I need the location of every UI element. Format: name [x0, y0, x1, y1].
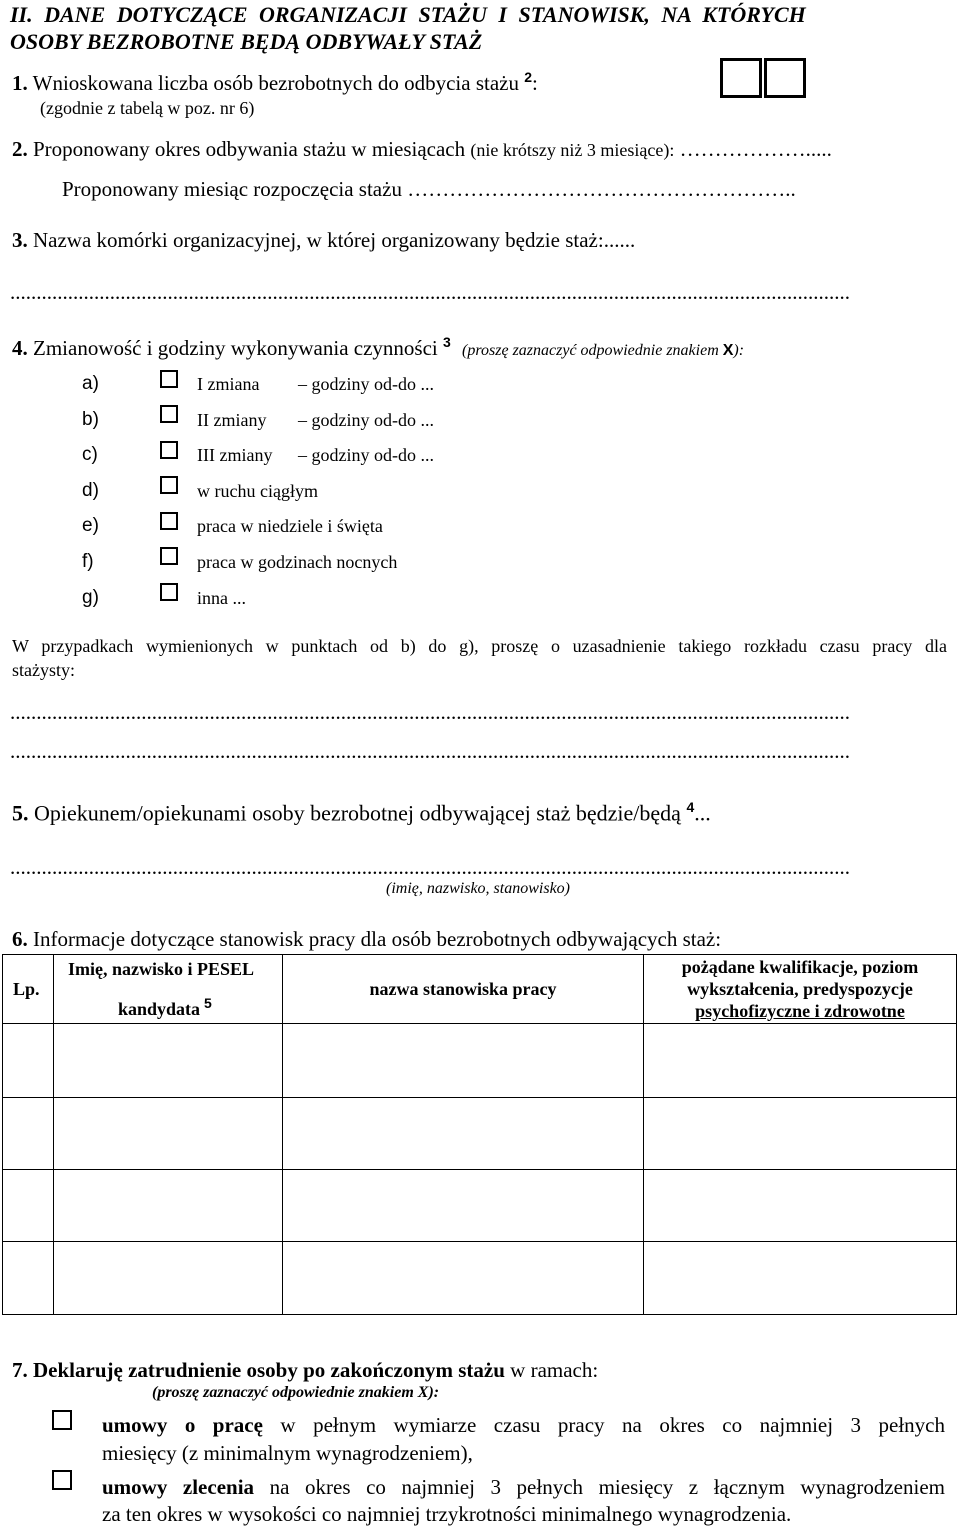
table-cell[interactable] [282, 1241, 644, 1315]
q2-number: 2. [12, 137, 28, 161]
q7-text-end: w ramach: [510, 1358, 599, 1382]
table-cell[interactable] [2, 1169, 54, 1242]
option-letter-f: f) [82, 551, 94, 572]
q3-line [12, 228, 635, 253]
checkbox-continuous[interactable] [160, 476, 178, 494]
table-cell[interactable] [53, 1097, 283, 1170]
q3-number: 3. [12, 228, 28, 252]
q1-number: 1. [12, 71, 28, 95]
section-title-line1: II. DANE DOTYCZĄCE ORGANIZACJI STAŻU I STANOWISK, NA KTÓRYCH [10, 2, 806, 27]
q4-sup: 3 [443, 334, 451, 350]
option-letter-a: a) [82, 373, 99, 394]
checkbox-night-work[interactable] [160, 547, 178, 565]
option-hours-b[interactable]: – godziny od-do ... [298, 410, 434, 430]
header-position: nazwa stanowiska pracy [282, 954, 644, 1024]
table-cell[interactable] [53, 1023, 283, 1098]
option-label-a: I zmiana [197, 374, 260, 394]
q2-fill[interactable]: ………………..... [679, 137, 832, 161]
q7-number: 7. [12, 1358, 28, 1382]
checkbox-sundays-holidays[interactable] [160, 512, 178, 530]
option-label-d: w ruchu ciągłym [197, 481, 318, 501]
option-letter-c: c) [82, 444, 98, 465]
table-cell[interactable] [282, 1023, 644, 1098]
checkbox-shift-2[interactable] [160, 405, 178, 423]
justification-fill-1[interactable]: ................................................................................................................................................................ [10, 700, 850, 724]
table-cell[interactable] [2, 1097, 54, 1170]
q1-line [12, 69, 538, 96]
option-civil-contract-l2: za ten okres w wysokości co najmniej trzykrotności minimalnego wynagrodzenia. [102, 1502, 792, 1526]
q6-text: Informacje dotyczące stanowisk pracy dla osób bezrobotnych odbywających staż: [33, 927, 722, 951]
option-label-b: II zmiany [197, 410, 267, 430]
option-label-f: praca w godzinach nocnych [197, 552, 398, 572]
justification-text-line1: W przypadkach wymienionych w punktach od b) do g), proszę o uzasadnienie takiego rozkładu czasu pracy dla [12, 636, 947, 656]
checkbox-shift-1[interactable] [160, 370, 178, 388]
q1-sup: 2 [524, 69, 533, 85]
q2-start-month-fill[interactable]: ……………………………………………….. [407, 177, 796, 201]
q5-number: 5. [12, 800, 29, 826]
q2-note: (nie krótszy niż 3 miesiące): [470, 140, 675, 160]
q1-note: (zgodnie z tabelą w poz. nr 6) [40, 98, 255, 118]
q3-fill[interactable]: ...... [603, 228, 636, 252]
q6-number: 6. [12, 927, 28, 951]
table-cell[interactable] [282, 1169, 644, 1242]
checkbox-civil-contract[interactable] [52, 1470, 72, 1490]
q3-fill-line[interactable]: ................................................................................................................................................................ [10, 280, 850, 304]
option-employment-contract-l2: miesięcy (z minimalnym wynagrodzeniem), [102, 1441, 473, 1465]
table-cell[interactable] [643, 1097, 957, 1170]
option-employment-contract-l1: umowy o pracę w pełnym wymiarze czasu pracy na okres co najmniej 3 pełnych [102, 1413, 945, 1437]
q5-line [12, 799, 711, 826]
q5-fill-line[interactable]: ................................................................................................................................................................ [10, 855, 850, 879]
table-cell[interactable] [53, 1241, 283, 1315]
q2-start-month-label: Proponowany miesiąc rozpoczęcia stażu [62, 177, 402, 201]
option-hours-a[interactable]: – godziny od-do ... [298, 374, 434, 394]
q5-fill[interactable]: ... [694, 800, 711, 826]
q5-sup: 4 [686, 799, 695, 815]
q6-line [12, 927, 721, 952]
option-hours-c[interactable]: – godziny od-do ... [298, 445, 434, 465]
count-digit-box-1[interactable] [720, 58, 762, 98]
q4-text: Zmianowość i godziny wykonywania czynności [33, 336, 438, 360]
option-label-c: III zmiany [197, 445, 273, 465]
q5-caption: (imię, nazwisko, stanowisko) [386, 880, 570, 897]
q1-text: Wnioskowana liczba osób bezrobotnych do odbycia stażu [32, 71, 519, 95]
q7-line [12, 1358, 598, 1383]
table-cell[interactable] [53, 1169, 283, 1242]
q2-line2 [62, 177, 796, 202]
q7-note: (proszę zaznaczyć odpowiednie znakiem X): [152, 1384, 440, 1401]
q2-text: Proponowany okres odbywania stażu w miesiącach [33, 137, 466, 161]
q2-line [12, 137, 832, 162]
q5-text: Opiekunem/opiekunami osoby bezrobotnej odbywającej staż będzie/będą [34, 800, 681, 826]
section-title-line2: OSOBY BEZROBOTNE BĘDĄ ODBYWAŁY STAŻ [10, 29, 483, 54]
table-cell[interactable] [282, 1097, 644, 1170]
table-cell[interactable] [2, 1241, 54, 1315]
header-lp: Lp. [2, 954, 54, 1024]
table-cell[interactable] [2, 1023, 54, 1098]
q4-number: 4. [12, 336, 28, 360]
q7-text: Deklaruję zatrudnienie osoby po zakończonym stażu [33, 1358, 505, 1382]
checkbox-employment-contract[interactable] [52, 1410, 72, 1430]
checkbox-other[interactable] [160, 583, 178, 601]
q4-line [12, 334, 744, 361]
q1-colon: : [532, 71, 538, 95]
option-label-e: praca w niedziele i święta [197, 516, 383, 536]
q4-note: (proszę zaznaczyć odpowiednie znakiem X): [462, 342, 745, 359]
justification-fill-2[interactable]: ................................................................................................................................................................ [10, 739, 850, 763]
option-letter-b: b) [82, 409, 99, 430]
table-cell[interactable] [643, 1169, 957, 1242]
table-cell[interactable] [643, 1023, 957, 1098]
option-label-g[interactable]: inna ... [197, 588, 246, 608]
option-letter-d: d) [82, 480, 99, 501]
option-letter-e: e) [82, 515, 99, 536]
header-candidate: Imię, nazwisko i PESEL kandydata $^5$ [53, 954, 283, 1024]
header-qualifications: pożądane kwalifikacje, poziom wykształcenia, predyspozycje psychofizyczne i zdrowotne [643, 954, 957, 1024]
option-letter-g: g) [82, 587, 99, 608]
count-digit-box-2[interactable] [764, 58, 806, 98]
q3-text: Nazwa komórki organizacyjnej, w której organizowany będzie staż: [33, 228, 604, 252]
table-cell[interactable] [643, 1241, 957, 1315]
option-civil-contract-l1: umowy zlecenia na okres co najmniej 3 pełnych miesięcy z łącznym wynagrodzeniem [102, 1475, 945, 1499]
justification-text-line2: stażysty: [12, 660, 75, 680]
checkbox-shift-3[interactable] [160, 441, 178, 459]
